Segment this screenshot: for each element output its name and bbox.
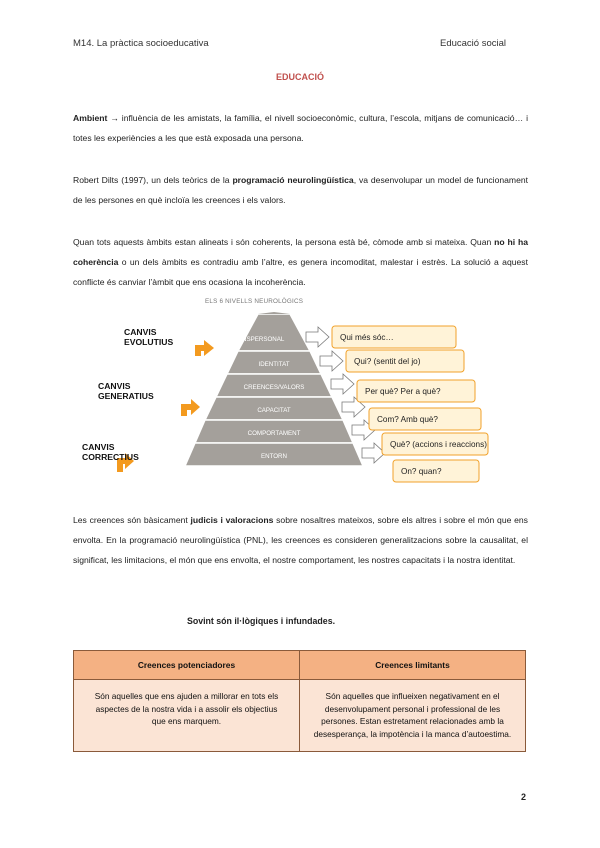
level-label-comportament: COMPORTAMENT	[247, 430, 301, 437]
canvis-label: EVOLUTIUS	[124, 337, 174, 347]
paragraph-text: sobre nosaltres mateixos, sobre els altres i sobre el món que ens envolta. En la programació neurolingüística (PNL), les creences es consideren generalitzacions sobre la causalitat, el significat, les limitacions, el món que ens envolta, el nostre comportament, les nostres capacitats i la nostra identitat.	[73, 515, 528, 565]
table-header-potenciadores: Creences potenciadores	[74, 651, 300, 680]
paragraph-creences	[73, 510, 528, 570]
arrow-right-icon	[306, 327, 329, 347]
table-cell-potenciadores: Són aquelles que ens ajuden a millorar en tots els aspectes de la nostra vida i a assolir els objectius que ens marquem.	[74, 680, 300, 752]
turn-up-arrow-icon	[181, 399, 200, 416]
question-creences: Per què? Per a què?	[365, 387, 441, 396]
page-number: 2	[521, 792, 527, 802]
beliefs-table	[73, 650, 526, 752]
table-cell-limitants: Són aquelles que influeixen negativament en el desenvolupament personal i professional de les persones. Estan estretament relacionades amb la desesperança, la impotència i la manca d’autoestima.	[300, 680, 526, 752]
bold-term: programació neurolingüística	[232, 175, 354, 185]
header-left: M14. La pràctica socioeducativa	[73, 38, 209, 49]
arrow-right-icon	[331, 374, 354, 394]
canvis-label: CORRECTIUS	[82, 452, 139, 462]
question-capacitat: Com? Amb què?	[377, 415, 438, 424]
question-entorn: On? quan?	[401, 467, 442, 476]
canvis-generatius	[98, 381, 154, 401]
paragraph-text: o un dels àmbits es contradiu amb l’altre, es genera incomoditat, malestar i estrès. La solució a aquest conflicte és canviar l’àmbit que ens ocasiona la incoherència.	[73, 257, 528, 287]
arrow-glyph: →	[110, 113, 119, 123]
level-label-creences: CREENCES/VALORS	[243, 384, 305, 391]
term-ambient: Ambient	[73, 113, 108, 123]
pyramid-caption: ELS 6 NIVELLS NEUROLÒGICS	[205, 298, 304, 305]
level-label-transpersonal: TRANSPERSONAL	[229, 336, 285, 343]
canvis-label: CANVIS	[124, 327, 157, 337]
level-label-identitat: IDENTITAT	[258, 361, 290, 368]
canvis-evolutius	[124, 327, 173, 347]
paragraph-text: Quan tots aquests àmbits estan alineats i són coherents, la persona està bé, còmode amb si mateixa. Quan	[73, 237, 495, 247]
turn-up-arrow-icon	[195, 340, 214, 356]
question-identitat: Qui? (sentit del jo)	[354, 357, 421, 366]
bold-term: no hi ha coherència	[73, 237, 528, 267]
canvis-label: CANVIS	[98, 381, 131, 391]
question-transpersonal: Qui més sóc…	[340, 333, 394, 342]
table-header-row	[74, 651, 526, 680]
bold-term: judicis i valoracions	[190, 515, 274, 525]
pyramid-layer-transpersonal	[238, 314, 310, 351]
canvis-correctius	[82, 442, 139, 462]
subtitle: Sovint són il·lògiques i infundades.	[186, 616, 336, 626]
paragraph-text: , va desenvolupar un model de funcionament de les persones en què incloïa les creences i els valors.	[73, 175, 529, 205]
question-comportament: Què? (accions i reaccions)	[390, 440, 487, 449]
header-right: Educació social	[440, 38, 507, 49]
table-header-limitants: Creences limitants	[300, 651, 526, 680]
pyramid-tip	[258, 312, 290, 314]
arrow-right-icon	[320, 351, 343, 371]
level-label-entorn: ENTORN	[260, 453, 288, 460]
table-row	[74, 680, 526, 752]
paragraph-text: Robert Dilts (1997), un dels teòrics de la	[73, 175, 233, 185]
canvis-label: GENERATIUS	[98, 391, 154, 401]
paragraph-text: Les creences són bàsicament	[73, 515, 191, 525]
level-label-capacitat: CAPACITAT	[257, 407, 291, 414]
canvis-label: CANVIS	[82, 442, 115, 452]
paragraph-text: influència de les amistats, la família, el nivell socioeconòmic, cultura, l’escola, mitjans de comunicació… i totes les experiències a les que està exposada una persona.	[73, 113, 529, 143]
page-title: EDUCACIÓ	[275, 72, 324, 82]
